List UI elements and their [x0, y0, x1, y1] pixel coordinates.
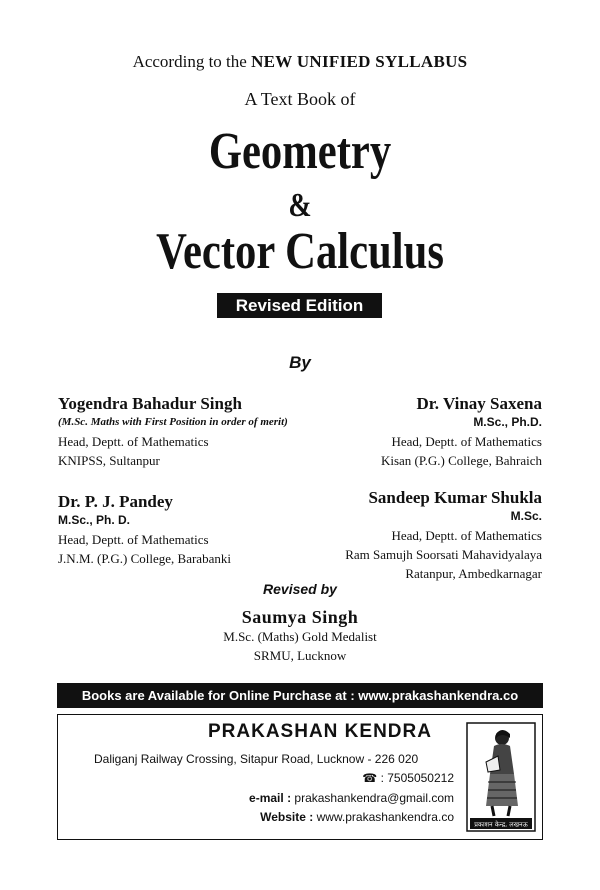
syllabus-line [0, 52, 600, 72]
author-name: Sandeep Kumar Shukla [368, 488, 542, 507]
telephone-icon: ☎ [362, 771, 378, 785]
author-4 [345, 488, 542, 583]
publisher-box [57, 714, 543, 840]
website-value: www.prakashankendra.co [316, 810, 454, 824]
publisher-phone [362, 771, 454, 785]
author-name: Yogendra Bahadur Singh [58, 394, 242, 413]
textbook-line: A Text Book of [244, 89, 356, 109]
title-line1: Geometry [208, 123, 392, 180]
reviser-institution: SRMU, Lucknow [253, 648, 347, 663]
reviser-name: Saumya Singh [241, 607, 359, 627]
author-role: Head, Deptt. of Mathematics [391, 528, 542, 543]
reviser [0, 608, 600, 665]
title-line2: Vector Calculus [156, 223, 444, 280]
author-institution: J.N.M. (P.G.) College, Barabanki [58, 551, 231, 566]
syllabus-bold: NEW UNIFIED SYLLABUS [251, 52, 468, 71]
publisher-address: Daliganj Railway Crossing, Sitapur Road, Lucknow - 226 020 [94, 752, 419, 766]
author-role: Head, Deptt. of Mathematics [391, 434, 542, 449]
author-institution: Kisan (P.G.) College, Bahraich [380, 453, 542, 468]
author-qualification: (M.Sc. Maths with First Position in order of merit) [58, 416, 288, 428]
svg-text:प्रकाशन केन्द्र, लखनऊ: प्रकाशन केन्द्र, लखनऊ [474, 820, 528, 829]
author-name: Dr. P. J. Pandey [58, 492, 173, 511]
author-2 [381, 394, 542, 470]
publisher-email [249, 791, 454, 805]
author-3 [58, 492, 231, 568]
author-qualification: M.Sc., Ph. D. [58, 513, 131, 527]
phone-number: : 7505050212 [380, 771, 454, 785]
email-label: e-mail : [249, 791, 292, 805]
email-value: prakashankendra@gmail.com [294, 791, 454, 805]
revised-by-label: Revised by [263, 581, 337, 597]
title-ampersand: & [288, 187, 312, 224]
author-name: Dr. Vinay Saxena [416, 394, 542, 413]
author-location: Ratanpur, Ambedkarnagar [405, 566, 542, 581]
reviser-qualification: M.Sc. (Maths) Gold Medalist [223, 629, 377, 644]
publisher-name: PRAKASHAN KENDRA [208, 721, 432, 742]
author-qualification: M.Sc. [510, 509, 542, 523]
author-role: Head, Deptt. of Mathematics [58, 532, 209, 547]
by-label: By [289, 353, 311, 372]
author-role: Head, Deptt. of Mathematics [58, 434, 209, 449]
syllabus-prefix: According to the [132, 52, 247, 71]
online-purchase-banner: Books are Available for Online Purchase at : www.prakashankendra.co [57, 683, 543, 708]
author-institution: Ram Samujh Soorsati Mahavidyalaya [345, 547, 542, 562]
website-label: Website : [260, 810, 314, 824]
edition-badge: Revised Edition [217, 293, 382, 318]
publisher-logo-icon [466, 722, 536, 832]
author-qualification: M.Sc., Ph.D. [473, 415, 542, 429]
author-1 [58, 394, 288, 470]
author-institution: KNIPSS, Sultanpur [58, 453, 160, 468]
publisher-website [260, 810, 454, 824]
